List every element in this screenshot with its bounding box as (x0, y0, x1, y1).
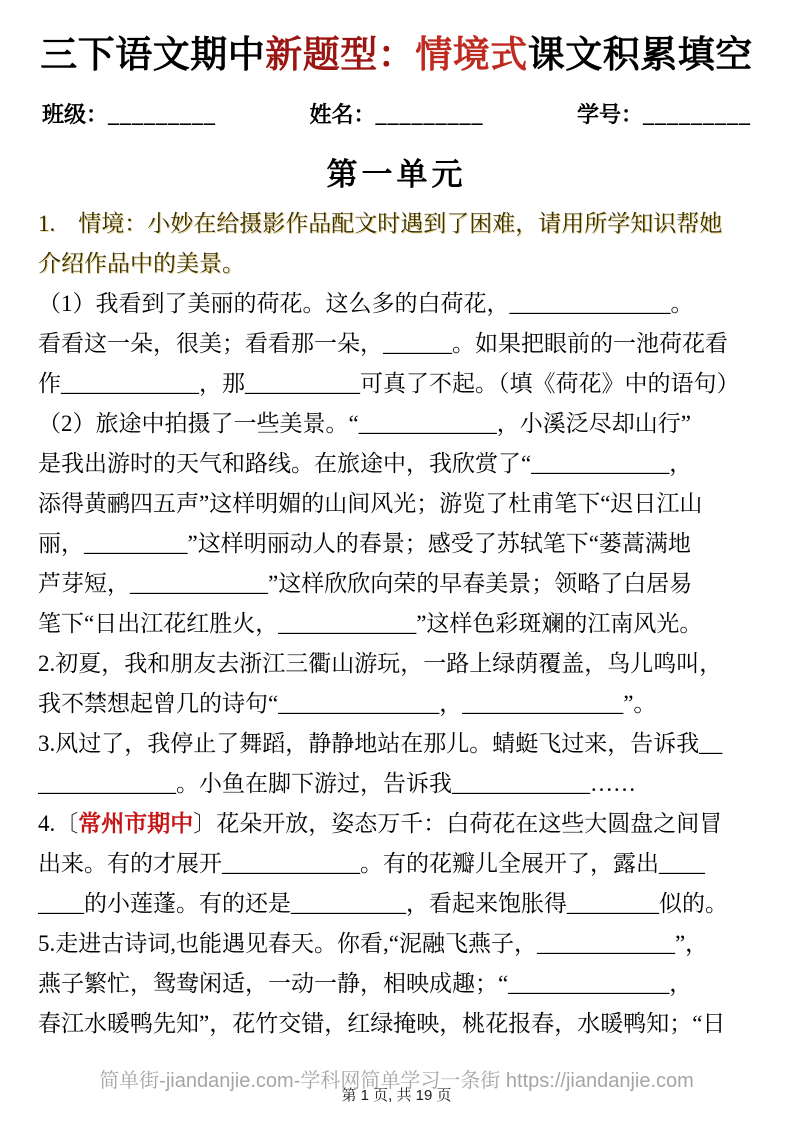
body-line (38, 1004, 755, 1044)
body-line (38, 524, 755, 564)
text-segment: 2.初夏，我和朋友去浙江三衢山游玩，一路上绿荫覆盖，鸟儿鸣叫， (38, 651, 723, 676)
watermark-text: 简单街-jiandanjie.com-学科网简单学习一条街 https://jiandanjie.com (99, 1070, 694, 1092)
body-line (38, 964, 755, 1004)
info-field-blank: _________ (642, 102, 751, 127)
text-segment: 3.风过了，我停止了舞蹈，静静地站在那儿。蜻蜓飞过来，告诉我__ (38, 731, 723, 756)
text-segment: 课文积累填空 (527, 35, 753, 76)
text-segment: 常州市期中 (78, 811, 194, 836)
body-line (38, 924, 755, 964)
info-field (309, 98, 483, 129)
body-line (38, 724, 755, 764)
body-line (38, 644, 755, 684)
info-field (577, 98, 751, 129)
text-segment: （1）我看到了美丽的荷花。这么多的白荷花，______________。 (38, 291, 694, 316)
body-line (38, 484, 755, 524)
text-segment: ： (377, 35, 416, 76)
student-info-row (42, 98, 751, 129)
page-number: 第 1 页, 共 19 页 (341, 1087, 452, 1104)
text-segment: 〕花朵开放，姿态万千：白荷花在这些大圆盘之间冒 (193, 811, 723, 836)
info-field (42, 98, 216, 129)
text-segment: 我不禁想起曾几的诗句“______________，______________”。 (38, 691, 657, 716)
body-line (38, 684, 755, 724)
body-line (38, 564, 755, 604)
worksheet-body (38, 204, 755, 1044)
info-field-blank: _________ (108, 102, 217, 127)
body-line (38, 364, 755, 404)
text-segment: ____的小莲蓬。有的还是__________，看起来饱胀得________似的。 (38, 891, 728, 916)
text-segment: 春江水暖鸭先知”，花竹交错，红绿掩映，桃花报春，水暖鸭知；“日 (38, 1011, 726, 1036)
section-heading: 第一单元 (326, 157, 467, 192)
body-line (38, 324, 755, 364)
body-line (38, 604, 755, 644)
text-segment: 是我出游时的天气和路线。在旅途中，我欣赏了“____________， (38, 451, 693, 476)
text-segment: 4.〔 (38, 811, 79, 836)
page-title (36, 24, 757, 78)
text-segment: 情境式 (415, 35, 528, 76)
body-line (38, 884, 755, 924)
info-field-label: 班级： (42, 102, 109, 127)
text-segment: 1. 情境：小妙在给摄影作品配文时遇到了困难，请用所学知识帮她 (38, 211, 723, 236)
text-segment: 5.走进古诗词,也能遇见春天。你看,“泥融飞燕子，____________”， (38, 931, 709, 956)
text-segment: ____________。小鱼在脚下游过，告诉我____________…… (38, 771, 636, 796)
body-line (38, 764, 755, 804)
text-segment: 芦芽短，____________”这样欣欣向荣的早春美景；领略了白居易 (38, 571, 693, 596)
info-field-label: 姓名： (309, 102, 376, 127)
text-segment: 燕子繁忙，鸳鸯闲适，一动一静，相映成趣；“______________， (38, 971, 693, 996)
info-field-label: 学号： (576, 102, 643, 127)
body-line (38, 284, 755, 324)
text-segment: 介绍作品中的美景。 (38, 251, 245, 276)
text-segment: 出来。有的才展开____________。有的花瓣儿全展开了，露出____ (38, 851, 705, 876)
body-line (38, 804, 755, 844)
info-field-blank: _________ (375, 102, 484, 127)
text-segment: （2）旅途中拍摄了一些美景。“____________，小溪泛尽却山行” (38, 411, 691, 436)
text-segment: 添得黄鹂四五声”这样明媚的山间风光；游览了杜甫笔下“迟日江山 (38, 491, 703, 516)
body-line (38, 244, 755, 284)
body-line (38, 844, 755, 884)
text-segment: 看看这一朵，很美；看看那一朵，______。如果把眼前的一池荷花看 (38, 331, 728, 356)
body-line (38, 404, 755, 444)
body-line (38, 204, 755, 244)
text-segment: 笔下“日出江花红胜火，____________”这样色彩斑斓的江南风光。 (38, 611, 703, 636)
text-segment: 作____________，那__________可真了不起。（填《荷花》中的语句） (38, 371, 740, 396)
text-segment: 丽，_________”这样明丽动人的春景；感受了苏轼笔下“蒌蒿满地 (38, 531, 691, 556)
body-line (38, 444, 755, 484)
text-segment: 新题型 (265, 35, 378, 76)
text-segment: 三下语文期中 (40, 35, 266, 76)
